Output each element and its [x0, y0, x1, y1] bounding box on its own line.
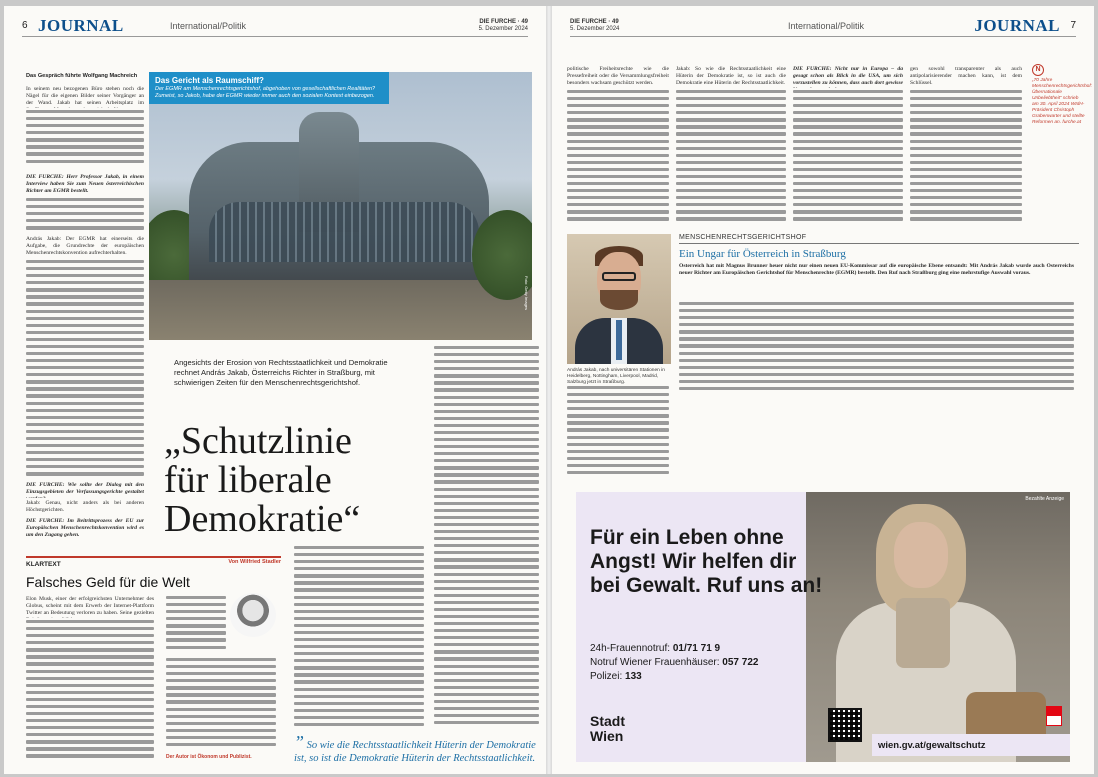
journal-logo-left: JOURNAL	[38, 16, 124, 35]
issue-date-right: 5. Dezember 2024	[570, 26, 620, 32]
photo-caption-title: Das Gericht als Raumschiff?	[155, 76, 264, 85]
klartext-footnote: Der Autor ist Ökonom und Publizist.	[166, 754, 252, 760]
page-number-left: 6	[22, 20, 28, 31]
klartext-text-block	[166, 596, 226, 656]
article-headline	[164, 422, 414, 539]
section-label-left: International/Politik	[170, 21, 247, 31]
article-text-column	[910, 90, 1022, 230]
headline-line-2: für liberale	[164, 459, 332, 501]
pull-quote	[294, 732, 544, 765]
advertisement[interactable]	[576, 492, 1070, 762]
header-rule-left	[22, 36, 528, 37]
article-text-column	[676, 90, 786, 230]
question-3-text: DIE FURCHE: Im Beitrittsprozess der EU zur Europäischen Menschenrechtskonvention wird es um den Zugang gehen.	[26, 518, 144, 539]
headline-line-1: „Schutzlinie	[164, 420, 352, 462]
navigator-n-icon: N	[1032, 64, 1044, 76]
brand-line-1: Stadt	[590, 713, 625, 729]
header-rule-right	[570, 36, 1076, 37]
photo-glass-facade	[209, 202, 479, 262]
right-page	[552, 6, 1094, 774]
pull-quote-text: So wie die Rechtsstaatlichkeit Hüterin der Demokratie ist, so ist die Demokratie Hüterin der Rechtsstaatlichkeit.	[294, 740, 536, 764]
article-text-column	[434, 346, 539, 736]
ad-hotline-2	[590, 656, 830, 670]
portrait-glasses	[602, 272, 636, 281]
issue-name-right: DIE FURCHE · 49	[570, 19, 619, 25]
article-text-block	[26, 110, 144, 170]
right-col3-question: DIE FURCHE: Nicht nur in Europa – da gesagt schon als Blick in die USA, um sich vorzustellen zu können, dass auch dort gewisse	[793, 66, 903, 87]
headline-line-3: Demokratie“	[164, 498, 361, 540]
info-box	[679, 234, 1079, 404]
right-header	[570, 16, 1076, 38]
article-intro: In seinem neu bezogenen Büro stehen noch die Nägel für die eigenen Bilder seiner Vorgänger an der Wand. Jakab hat seinen Arbeitsplatz im	[26, 86, 144, 107]
photo-caption-text: Der EGMR am Menschenrechtsgerichtshof, abgehoben von gesellschaftlichen Realitäten? Zumeist, so Jakob, habe der EGMR wieder immer auch den sozialen Kontext einbezogen.	[155, 86, 376, 99]
ad-hotline-2-label: Notruf Wiener Frauenhäuser:	[590, 657, 720, 668]
article-byline: Das Gespräch führte Wolfgang Machreich	[26, 73, 138, 79]
ad-hotline-1	[590, 642, 830, 656]
portrait-tie	[616, 320, 622, 360]
ad-headline: Für ein Leben ohne Angst! Wir helfen dir bei Gewalt. Ruf uns an!	[590, 526, 823, 597]
photo-credit: Foto: Getty Images	[524, 275, 529, 310]
klartext-text-block	[26, 620, 154, 770]
ad-photo-face	[894, 522, 948, 588]
article-text-column	[567, 90, 669, 230]
qr-code-icon[interactable]	[828, 708, 862, 742]
wien-logo-icon	[1046, 706, 1062, 726]
klartext-intro: Elon Musk, einer der erfolgreichsten Unternehmer des Globus, scheint mit dem Erwerb der Internet-Plattform Twitter an Bedeutung verloren zu haben. Seine gezielten	[26, 596, 154, 617]
portrait-beard	[600, 290, 638, 310]
ad-photo-scarf	[896, 598, 950, 668]
ad-tag: Bezahlte Anzeige	[1025, 496, 1064, 502]
brand-line-2: Wien	[590, 728, 624, 744]
article-text-block	[26, 198, 144, 234]
article-lead: Angesichts der Erosion von Rechtsstaatlichkeit und Demokratie rechnet András Jakab, Österreichs Richter in Straßburg, mit schwierigen Zeiten für den Menschenrechtsgerichtshof.	[174, 358, 388, 387]
issue-info-left	[479, 19, 528, 33]
ad-hotline-2-number[interactable]: 057 722	[722, 657, 759, 668]
question-1	[26, 174, 144, 196]
ad-hotline-1-label: 24h-Frauennotruf:	[590, 643, 671, 654]
info-box-text: Österreich hat mit Magnus Brunner heuer nicht nur einen neuen EU-Kommissar auf die europäische Ebene entsandt: Mit András Jakab wurde auch Österreichs neuer Richter am Europäischen Gerichtshof für Menschenrechte (EGMR) bestellt. Den Ruf nach Straßburg ging eine mehrstufige Auswahl voraus.	[679, 263, 1074, 277]
photo-ground	[149, 280, 532, 340]
question-2	[26, 482, 144, 498]
photo-caption-box	[149, 72, 389, 104]
klartext-text-block	[166, 658, 276, 750]
ad-hotline-3-number[interactable]: 133	[625, 671, 642, 682]
section-label-right: International/Politik	[788, 21, 865, 31]
left-header	[22, 16, 528, 38]
navigator-text: „70 Jahre Menschenrechtsgerichtshof: Übernationale Unbeliebtheit“ schrieb am 30. April 2024 WIdH-Präsident Christoph Grabenwarter und stellte Reformen an. furche.at	[1032, 78, 1092, 125]
left-page	[4, 6, 546, 774]
right-col3-intro	[793, 66, 903, 88]
author-portrait	[230, 593, 276, 637]
ad-hotlines	[590, 642, 830, 684]
answer-1: András Jakab: Der EGMR hat einerseits die Aufgabe, die Grundrechte der europäischen Menschenrechtskonvention aufrechterhalten.	[26, 236, 144, 257]
journal-logo-right: JOURNAL	[974, 16, 1060, 35]
ad-hotline-1-number[interactable]: 01/71 71 9	[672, 643, 721, 654]
article-text-block	[26, 260, 144, 480]
klartext-column	[26, 556, 281, 590]
furche-navigator[interactable]	[1032, 64, 1092, 126]
article-text-column	[294, 546, 424, 731]
ad-hotline-3	[590, 670, 830, 684]
question-2-text: DIE FURCHE: Wie sollte der Dialog mit den Einzugsgebieten der Verfassungsgerichte gestaltet	[26, 482, 144, 496]
info-box-kicker: MENSCHENRECHTSGERICHTSHOF	[679, 234, 1079, 244]
stadt-wien-brand	[590, 714, 625, 744]
article-text-column	[793, 90, 903, 230]
info-box-text-block	[679, 302, 1074, 397]
issue-name-left: DIE FURCHE · 49	[479, 19, 528, 25]
ad-hotline-3-label: Polizei:	[590, 671, 623, 682]
quote-mark-icon: ”	[294, 732, 305, 752]
page-number-right: 7	[1070, 20, 1076, 31]
ad-url[interactable]: wien.gv.at/gewaltschutz	[878, 740, 986, 751]
portrait-caption: András Jakab, nach universitären Stationen in Heidelberg, Nottingham, Liverpool, Madrid, Salzburg jetzt in Straßburg.	[567, 368, 665, 385]
issue-date-left: 5. Dezember 2024	[478, 26, 528, 32]
klartext-label: KLARTEXT	[26, 556, 281, 568]
info-box-title: Ein Ungar für Österreich in Straßburg	[679, 248, 846, 260]
right-col4-intro: gen sowohl transparenter als auch antipolarisierender machen kann, ist dem Schlüssel.	[910, 66, 1022, 87]
right-col1-intro: politische Freiheitsrechte wie die Pressefreiheit oder die Versammlungsfreiheit besonders wachsam geschützt werden.	[567, 66, 669, 87]
klartext-author: Von Wilfried Stadler	[228, 559, 281, 565]
answer-2: Jakab: Genau, nicht anders als bei anderen Höchstgerichten.	[26, 500, 144, 514]
question-3	[26, 518, 144, 546]
klartext-title: Falsches Geld für die Welt	[26, 574, 190, 590]
issue-info-right	[570, 19, 619, 33]
right-col2-intro: Jakab: So wie die Rechtsstaatlichkeit eine Hüterin der Demokratie ist, so ist auch die Demokratie eine Hüterin der Rechtsstaatlichkeit.	[676, 66, 786, 87]
court-building-photo	[149, 72, 532, 340]
question-1-text: DIE FURCHE: Herr Professor Jakab, in einem Interview haben Sie zum Neuen österreichischen Richter am EGMR bestellt.	[26, 174, 144, 195]
jakab-portrait-photo	[567, 234, 671, 364]
article-text-column	[567, 386, 669, 486]
